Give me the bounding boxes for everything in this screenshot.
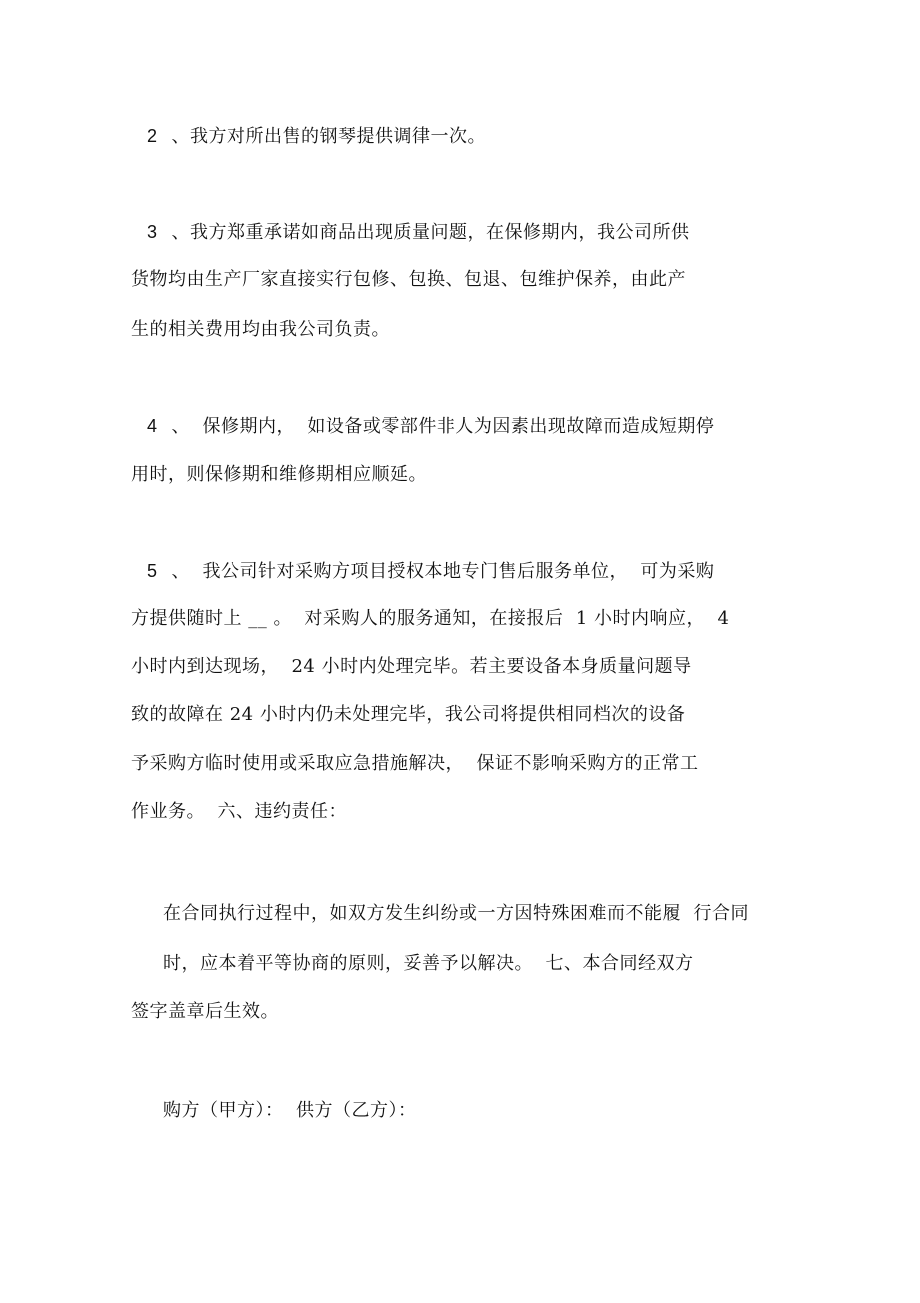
- item-5-line-5: 予采购方临时使用或采取应急措施解决， 保证不影响采购方的正常工: [131, 753, 699, 774]
- item-3-line-1: 3 、我方郑重承诺如商品出现质量问题，在保修期内，我公司所供: [147, 222, 690, 243]
- signature-line: 购方（甲方）： 供方（乙方）：: [163, 1100, 417, 1121]
- item-3-number: 3: [147, 222, 158, 242]
- item-4-line-2: 用时，则保修期和维修期相应顺延。: [131, 464, 427, 485]
- item-5-line-1: 5 、 我公司针对采购方项目授权本地专门售后服务单位， 可为采购: [147, 561, 715, 582]
- item-4-line-1: 4 、 保修期内， 如设备或零部件非人为因素出现故障而造成短期停: [147, 416, 715, 437]
- item-5-number: 5: [147, 561, 158, 581]
- item-5-line-3: 小时内到达现场， 24 小时内处理完毕。若主要设备本身质量问题导: [131, 656, 692, 677]
- item-2-line-1: 2 、我方对所出售的钢琴提供调律一次。: [147, 126, 487, 147]
- item-5-line-4: 致的故障在 24 小时内仍未处理完毕，我公司将提供相同档次的设备: [131, 704, 686, 725]
- breach-line-3: 签字盖章后生效。: [131, 1001, 279, 1022]
- item-3-line-3: 生的相关费用均由我公司负责。: [131, 319, 390, 340]
- item-2-number: 2: [147, 126, 158, 146]
- item-5-line-2: 方提供随时上 __ 。 对采购人的服务通知，在接报后 1 小时内响应， 4: [131, 608, 730, 629]
- breach-line-2: 时，应本着平等协商的原则，妥善予以解决。 七、本合同经双方: [163, 953, 694, 974]
- item-3-line-2: 货物均由生产厂家直接实行包修、包换、包退、包维护保养，由此产: [131, 269, 686, 290]
- breach-line-1: 在合同执行过程中，如双方发生纠纷或一方因特殊困难而不能履 行合同: [163, 903, 749, 924]
- item-5-line-6: 作业务。 六、违约责任：: [131, 801, 347, 822]
- item-4-number: 4: [147, 416, 158, 436]
